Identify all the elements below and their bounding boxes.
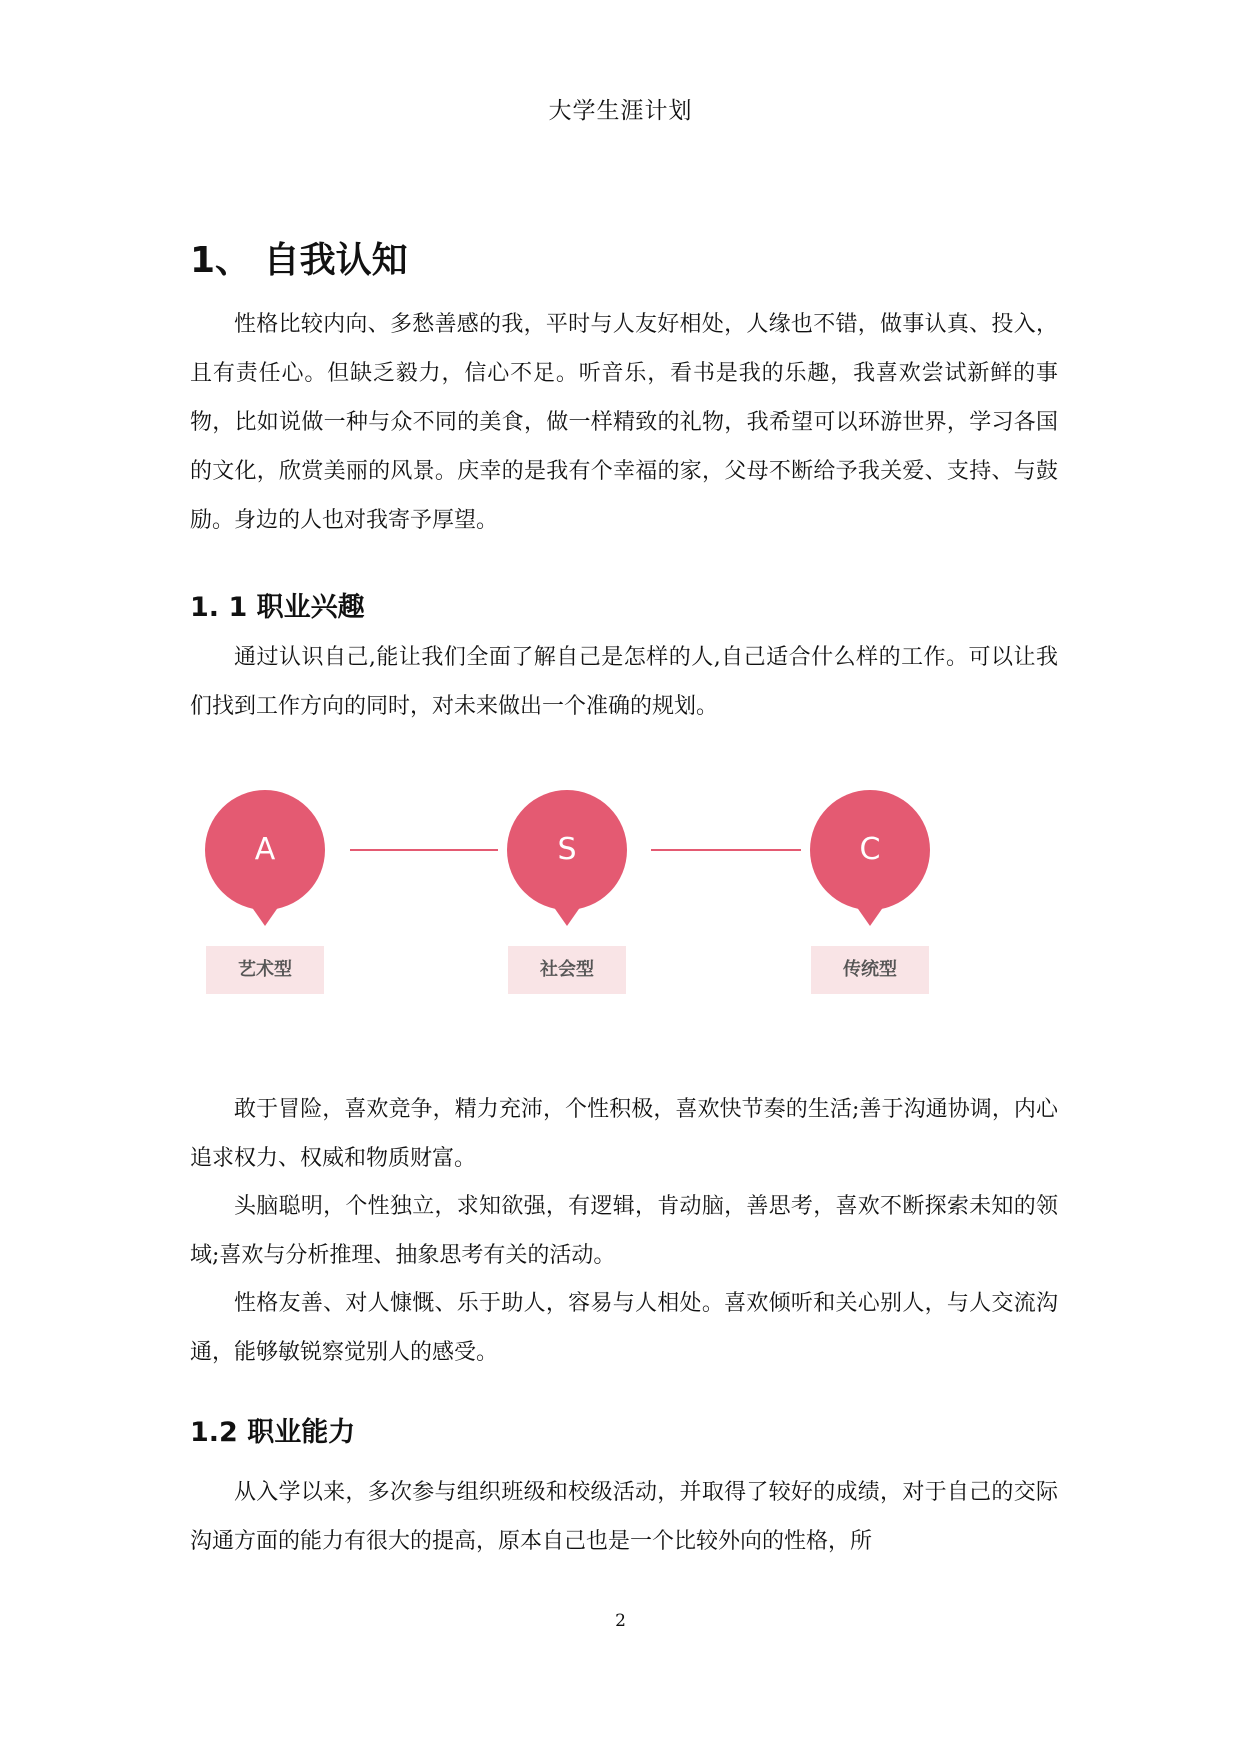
page-number: 2 [615, 1611, 626, 1631]
trait-paragraph-social: 性格友善、对人慷慨、乐于助人，容易与人相处。喜欢倾听和关心别人，与人交流沟通，能够敏锐察觉别人的感受。 [190, 1291, 1058, 1365]
node-circle: C [810, 790, 930, 910]
section-heading-career-interest: 1. 1 职业兴趣 [190, 592, 365, 623]
asc-diagram [205, 790, 965, 1000]
section-heading-self-awareness: 1、 自我认知 [190, 240, 408, 281]
self-awareness-paragraph: 性格比较内向、多愁善感的我，平时与人友好相处，人缘也不错，做事认真、投入，且有责任心。但缺乏毅力，信心不足。听音乐，看书是我的乐趣，我喜欢尝试新鲜的事物，比如说做一种与众不同的美食，做一样精致的礼物，我希望可以环游世界，学习各国的文化，欣赏美丽的风景。庆幸的是我有个幸福的家，父母不断给予我关爱、支持、与鼓励。身边的人也对我寄予厚望。 [190, 312, 1058, 533]
career-interest-intro-paragraph: 通过认识自己,能让我们全面了解自己是怎样的人,自己适合什么样的工作。可以让我们找到工作方向的同时，对未来做出一个准确的规划。 [190, 645, 1058, 719]
document-header-title: 大学生涯计划 [548, 98, 693, 124]
diagram-node-conventional [810, 790, 930, 1000]
node-label: 艺术型 [206, 946, 324, 994]
trait-paragraph-enterprising: 敢于冒险，喜欢竞争，精力充沛，个性积极，喜欢快节奏的生活;善于沟通协调，内心追求权力、权威和物质财富。 [190, 1097, 1058, 1171]
node-label: 传统型 [811, 946, 929, 994]
section-heading-career-ability: 1.2 职业能力 [190, 1417, 356, 1448]
node-pointer [553, 906, 581, 926]
connector-line [651, 849, 801, 851]
diagram-node-artistic [205, 790, 325, 1000]
node-label: 社会型 [508, 946, 626, 994]
node-pointer [251, 906, 279, 926]
node-pointer [856, 906, 884, 926]
node-circle: S [507, 790, 627, 910]
career-ability-paragraph: 从入学以来，多次参与组织班级和校级活动，并取得了较好的成绩，对于自己的交际沟通方面的能力有很大的提高，原本自己也是一个比较外向的性格，所 [190, 1480, 1058, 1554]
node-circle: A [205, 790, 325, 910]
trait-paragraph-investigative: 头脑聪明，个性独立，求知欲强，有逻辑，肯动脑，善思考，喜欢不断探索未知的领域;喜欢与分析推理、抽象思考有关的活动。 [190, 1194, 1058, 1268]
connector-line [350, 849, 498, 851]
diagram-node-social [507, 790, 627, 1000]
